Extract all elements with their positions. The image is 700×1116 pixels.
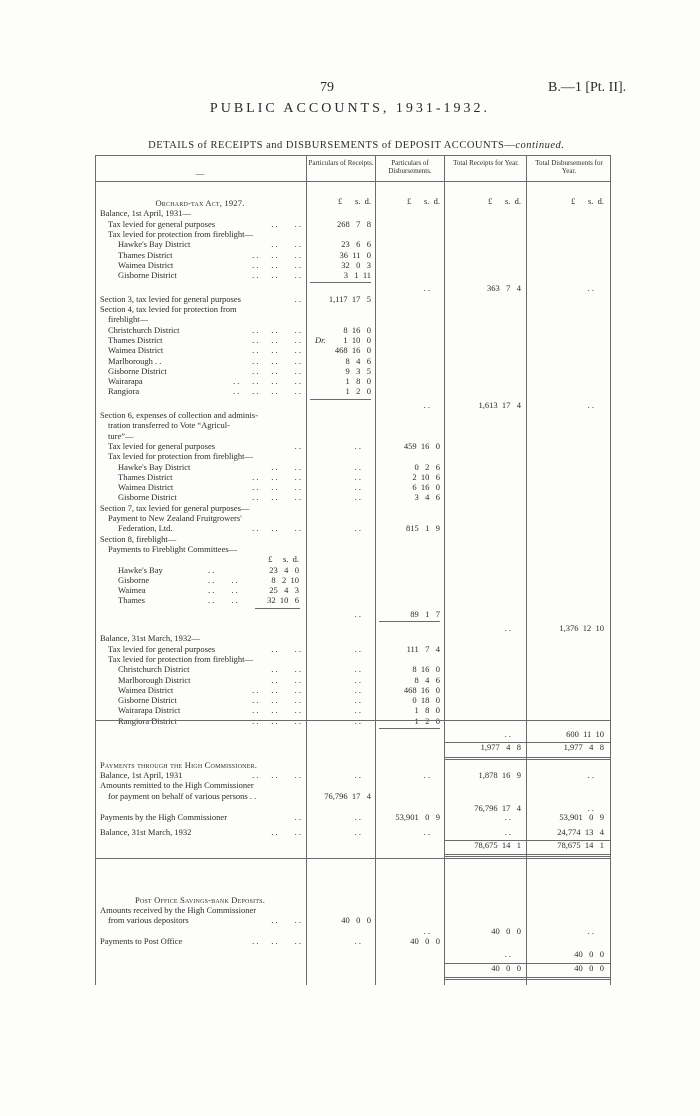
double-rule (444, 977, 526, 978)
amount-a: . . (354, 440, 361, 451)
line-description: Wairarapa (108, 376, 143, 387)
leader-dots: . . (294, 440, 301, 451)
line-description: Payments to Post Office (100, 935, 183, 946)
subtitle-continued: continued. (515, 140, 565, 151)
line-description: fireblight— (108, 314, 149, 325)
line-description: Waimea District (118, 259, 174, 270)
double-rule (526, 979, 610, 980)
leader-dots: . . . . . . (252, 270, 301, 281)
currency-caption-c: £ s. d. (487, 196, 521, 206)
leader-dots: . . . . (271, 674, 301, 685)
leader-dots: . . . . . . (252, 684, 301, 695)
leader-dots: . . . . . . (252, 482, 301, 493)
amount-b: 1 8 0 (414, 705, 440, 716)
amount-b: 0 18 0 (412, 695, 440, 706)
column-header-receipts: Particulars of Receipts. (308, 159, 374, 167)
amount-c: 78,675 14 1 (474, 839, 521, 850)
leader-dots: . . . . . . (252, 365, 301, 376)
amount-b: . . (423, 283, 430, 294)
column-divider (375, 155, 376, 985)
line-description: Rangiora District (118, 715, 177, 726)
sub-amount: 8 2 10 (271, 574, 299, 585)
amount-a: . . (354, 664, 361, 675)
double-rule (444, 979, 526, 980)
line-description: Balance, 1st April, 1931 (100, 770, 183, 780)
section-divider (95, 858, 610, 859)
amount-b: 8 16 0 (412, 664, 440, 675)
currency-caption-a: £ s. d. (337, 196, 371, 206)
amount-a: . . (354, 826, 361, 837)
sub-amount: 25 4 3 (269, 585, 299, 596)
amount-a: 1,117 17 5 (328, 293, 371, 304)
leader-dots: . . . . (271, 826, 301, 837)
subtotal-rule (310, 399, 371, 400)
line-description: Section 6, expenses of collection and adminis- (100, 410, 258, 420)
section-heading: Post Office Savings-bank Deposits. (134, 895, 266, 905)
leader-dots: . . . . . . . . (233, 386, 301, 397)
amount-e: . . (587, 399, 594, 410)
amount-b: . . (423, 770, 430, 780)
page-subtitle (0, 131, 700, 161)
leader-dots: . . . . . . (252, 935, 301, 946)
leader-dots: . . . . (271, 664, 301, 675)
amount-a: 1 2 0 (345, 386, 371, 397)
amount-e: 53,901 0 9 (559, 812, 604, 823)
leader-dots: . . . . . . (252, 523, 301, 534)
line-description: Hawke's Bay District (118, 239, 191, 250)
currency-caption-e: £ s. d. (570, 196, 604, 206)
amount-e: 24,774 13 4 (557, 826, 604, 837)
amount-e: 1,376 12 10 (559, 623, 604, 633)
line-description: Tax levied for protection from fireblight— (108, 451, 254, 462)
double-rule (526, 854, 610, 855)
double-rule (444, 856, 526, 857)
amount-b: 53,901 0 9 (395, 812, 440, 823)
amount-e: . . (587, 802, 594, 813)
amount-b: 3 4 6 (414, 492, 440, 503)
line-description: Rangiora (108, 386, 140, 397)
line-description: Federation, Ltd. (118, 523, 173, 534)
amount-b: . . (423, 399, 430, 410)
line-description: Tax levied for protection from fireblight— (108, 653, 254, 664)
sub-amount: 23 4 0 (269, 564, 299, 575)
amount-c: . . (504, 826, 511, 837)
subtitle-main: DETAILS of RECEIPTS and DISBURSEMENTS of DEPOSIT ACCOUNTS— (148, 140, 516, 151)
line-description: Amounts remitted to the High Commissioner (100, 780, 254, 791)
amount-c: 40 0 0 (491, 962, 521, 973)
amount-a: 23 6 6 (341, 239, 371, 250)
leader-dots: . . . . . . (252, 345, 301, 356)
amount-e: 1,977 4 8 (563, 742, 604, 753)
leader-dots: . . . . (208, 595, 238, 606)
amount-a: 36 11 0 (339, 249, 371, 260)
amount-b: 468 16 0 (403, 684, 440, 695)
amount-a: 8 16 0 (343, 324, 371, 335)
amount-c: 1,878 16 9 (478, 770, 521, 780)
section-heading: Orchard-tax Act, 1927. (155, 198, 245, 208)
line-description: Tax levied for general purposes (108, 218, 216, 229)
amount-a: . . (354, 492, 361, 503)
amount-a: . . (354, 770, 361, 780)
amount-b: . . (423, 925, 430, 936)
amount-a: 468 16 0 (334, 345, 371, 356)
section-divider (95, 720, 610, 721)
amount-b: 40 0 0 (410, 935, 440, 946)
amount-a: . . (354, 674, 361, 685)
amount-e: 40 0 0 (574, 962, 604, 973)
leader-dots: . . . . (271, 218, 301, 229)
amount-c: . . (504, 729, 511, 739)
line-description: Waimea District (108, 345, 164, 356)
column-header-description: — (195, 168, 205, 178)
amount-b: 2 10 6 (412, 471, 440, 482)
line-description: Gisborne (118, 574, 150, 585)
amount-a: . . (354, 523, 361, 534)
leader-dots: . . . . (208, 585, 238, 596)
amount-b: . . (423, 826, 430, 837)
line-description: Section 8, fireblight— (100, 533, 177, 544)
debit-marker: Dr. (315, 334, 326, 345)
amount-c: 76,796 17 4 (474, 802, 521, 813)
line-description: Section 3, tax levied for general purposes (100, 293, 241, 304)
amount-a: . . (354, 482, 361, 493)
amount-e: 600 11 10 (566, 729, 604, 739)
amount-a: 8 4 6 (345, 355, 371, 366)
double-rule (526, 759, 610, 760)
amount-a: 268 7 8 (337, 218, 371, 229)
leader-dots: . . . . (271, 239, 301, 250)
leader-dots: . . . . (271, 915, 301, 926)
amount-a: . . (354, 705, 361, 716)
amount-c: . . (504, 812, 511, 823)
line-description: Balance, 31st March, 1932— (100, 633, 200, 644)
amount-a: 32 0 3 (341, 259, 371, 270)
line-description: Gisborne District (118, 695, 177, 706)
line-description: from various depositors (108, 915, 189, 926)
amount-e: . . (587, 283, 594, 294)
line-description: Wairarapa District (118, 705, 181, 716)
leader-dots: . . . . . . (252, 770, 301, 780)
leader-dots: . . . . . . . . (233, 376, 301, 387)
sub-total-rule (255, 608, 300, 609)
amount-a: . . (354, 695, 361, 706)
amount-a: 40 0 0 (341, 915, 371, 926)
page-title: PUBLIC ACCOUNTS, 1931-1932. (209, 101, 491, 116)
double-rule (526, 856, 610, 857)
amount-a: . . (354, 684, 361, 695)
amount-c: 363 7 4 (487, 283, 521, 294)
amount-a: . . (354, 715, 361, 726)
leader-dots: . . . . (271, 643, 301, 654)
amount-a: . . (354, 608, 361, 619)
line-description: Payments by the High Commissioner (100, 812, 228, 823)
column-header-disbursements: Particulars of Disbursements. (388, 159, 432, 175)
line-description: Gisborne District (118, 270, 177, 281)
line-description: Hawke's Bay (118, 564, 163, 575)
leader-dots: . . (208, 564, 215, 575)
amount-e: 40 0 0 (574, 949, 604, 960)
amount-e: 78,675 14 1 (557, 839, 604, 850)
section-heading: Payments through the High Commissioner. (100, 760, 258, 770)
amount-a: 9 3 5 (345, 365, 371, 376)
leader-dots: . . . . (271, 461, 301, 472)
line-description: Waimea District (118, 684, 174, 695)
header-bottom-rule (95, 181, 610, 182)
amount-c: 40 0 0 (491, 925, 521, 936)
leader-dots: . . . . . . (252, 324, 301, 335)
column-divider (526, 155, 527, 985)
line-description: for payment on behalf of various persons . . (108, 790, 257, 801)
line-description: Tax levied for general purposes (108, 643, 216, 654)
amount-c: . . (504, 623, 511, 633)
line-description: Waimea District (118, 482, 174, 493)
line-description: Hawke's Bay District (118, 461, 191, 472)
line-description: Balance, 31st March, 1932 (100, 826, 192, 837)
amount-c: . . (504, 949, 511, 960)
line-description: Payments to Fireblight Committees— (108, 543, 238, 554)
line-description: Christchurch District (108, 324, 180, 335)
amount-b: 1 2 0 (414, 715, 440, 726)
page-reference: B.—1 [Pt. II]. (548, 80, 627, 95)
double-rule (526, 757, 610, 758)
amount-b: 815 1 9 (406, 523, 440, 534)
amount-e: . . (587, 770, 594, 780)
line-description: Christchurch District (118, 664, 190, 675)
amount-e: . . (587, 925, 594, 936)
line-description: Thames District (118, 249, 173, 260)
double-rule (444, 757, 526, 758)
line-description: Tax levied for general purposes (108, 440, 216, 451)
column-divider (444, 155, 445, 985)
amount-a: . . (354, 471, 361, 482)
table-top-rule (95, 155, 610, 156)
column-header-total-receipts: Total Receipts for Year. (453, 159, 519, 167)
leader-dots: . . . . . . (252, 695, 301, 706)
amount-a: 76,796 17 4 (324, 790, 371, 801)
amount-c: 1,977 4 8 (480, 742, 521, 753)
leader-dots: . . . . . . (252, 355, 301, 366)
leader-dots: . . . . . . (252, 715, 301, 726)
line-description: Section 4, tax levied for protection from (100, 304, 237, 314)
line-description: Thames (118, 595, 145, 606)
leader-dots: . . . . . . (252, 259, 301, 270)
sub-currency-caption: £ s. d. (268, 554, 299, 565)
amount-a: 3 1 11 (343, 270, 371, 281)
double-rule (444, 759, 526, 760)
leader-dots: . . (294, 812, 301, 823)
leader-dots: . . . . . . (252, 705, 301, 716)
line-description: Payment to New Zealand Fruitgrowers' (108, 513, 242, 523)
amount-b: 459 16 0 (403, 440, 440, 451)
leader-dots: . . . . . . (252, 249, 301, 260)
subtotal-rule (379, 728, 440, 729)
amount-a: . . (354, 935, 361, 946)
leader-dots: . . . . . . (252, 334, 301, 345)
leader-dots: . . . . (208, 574, 238, 585)
line-description: Marlborough . . (108, 355, 162, 366)
line-description: Amounts received by the High Commissioner (100, 905, 257, 915)
leader-dots: . . (294, 293, 301, 304)
double-rule (526, 977, 610, 978)
line-description: tration transferred to Vote “Agricul- (108, 420, 230, 431)
line-description: Gisborne District (108, 365, 167, 376)
currency-caption-b: £ s. d. (406, 196, 440, 206)
line-description: Gisborne District (118, 492, 177, 503)
subtotal-rule (379, 621, 440, 622)
subtotal-rule (310, 282, 371, 283)
column-divider (610, 155, 611, 985)
amount-a: 1 10 0 (343, 334, 371, 345)
amount-a: . . (354, 643, 361, 654)
line-description: Tax levied for protection from fireblight— (108, 228, 254, 239)
amount-b: 6 16 0 (412, 482, 440, 493)
line-description: Balance, 1st April, 1931— (100, 208, 191, 219)
page-number: 79 (320, 80, 334, 95)
line-description: Section 7, tax levied for general purposes— (100, 502, 250, 513)
line-description: Thames District (118, 471, 173, 482)
leader-dots: . . . . . . (252, 471, 301, 482)
amount-a: . . (354, 461, 361, 472)
column-divider (306, 155, 307, 985)
amount-b: 89 1 7 (410, 608, 440, 619)
amount-b: 111 7 4 (406, 643, 440, 654)
column-divider (95, 155, 96, 985)
amount-a: . . (354, 812, 361, 823)
line-description: Marlborough District (118, 674, 191, 685)
column-header-total-disbursements: Total Disbursements for Year. (535, 159, 603, 175)
line-description: Thames District (108, 334, 163, 345)
sub-amount: 32 10 6 (267, 595, 299, 606)
double-rule (444, 854, 526, 855)
amount-a: 1 8 0 (345, 376, 371, 387)
leader-dots: . . . . . . (252, 492, 301, 503)
line-description: Waimea (118, 585, 146, 596)
amount-b: 8 4 6 (414, 674, 440, 685)
line-description: ture”— (108, 430, 134, 441)
amount-b: 0 2 6 (414, 461, 440, 472)
amount-c: 1,613 17 4 (478, 399, 521, 410)
